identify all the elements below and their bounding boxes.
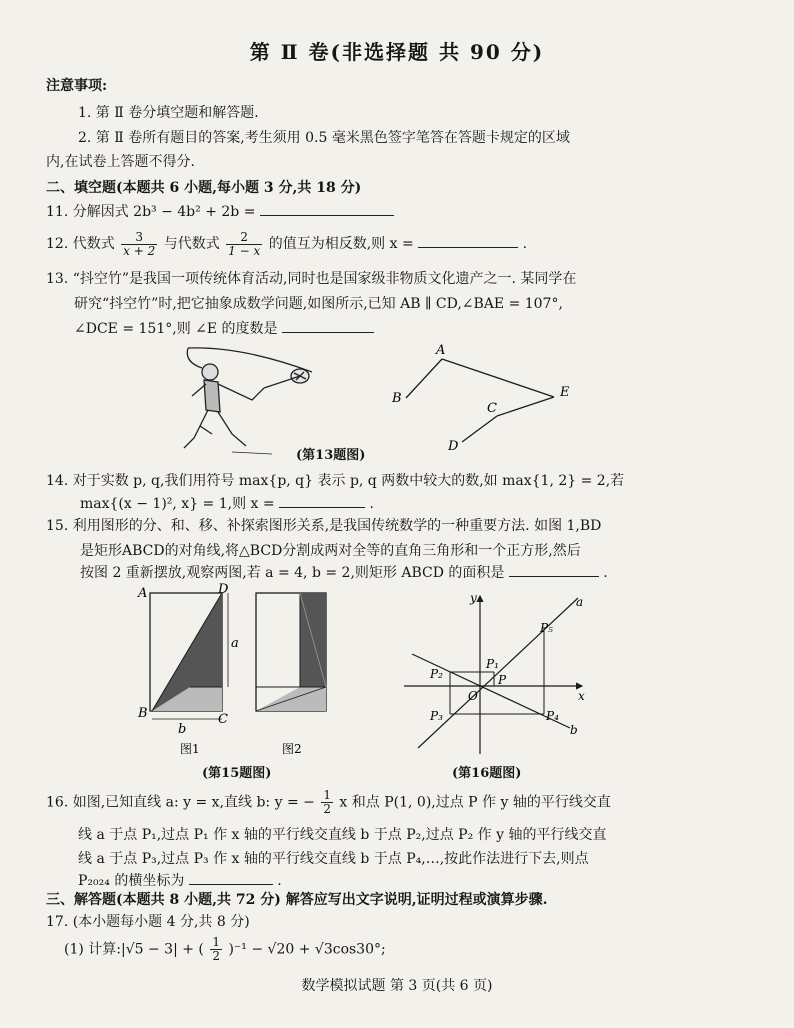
q17-part1a: (1) 计算:|√5 − 3| + (	[64, 941, 204, 958]
q14-line-1: 14. 对于实数 p, q,我们用符号 max{p, q} 表示 p, q 两数中较大的数,如 max{1, 2} = 2,若	[46, 473, 625, 489]
q12-answer-blank	[418, 233, 518, 248]
q13-label-b: B	[392, 391, 402, 406]
q16-line-4	[78, 870, 282, 891]
q16-coordinate-figure	[398, 588, 598, 758]
q16-answer-blank	[189, 870, 273, 885]
q16-line-4-text: P₂₀₂₄ 的横坐标为	[78, 873, 185, 889]
q12-frac1-den: x + 2	[123, 243, 156, 258]
q17-fraction	[210, 936, 222, 963]
q13-label-a: A	[436, 343, 446, 358]
q15-caption: (第15题图)	[202, 766, 272, 781]
notice-item-2a: 2. 第 Ⅱ 卷所有题目的答案,考生须用 0.5 毫米黑色签字笔答在答题卡规定的区域	[78, 130, 570, 146]
q13-label-c: C	[487, 401, 497, 416]
q14-end: .	[369, 496, 374, 512]
section2-heading: 二、填空题(本题共 6 小题,每小题 3 分,共 18 分)	[46, 180, 362, 196]
page-title: 第 Ⅱ 卷(非选择题 共 90 分)	[249, 40, 545, 64]
page-footer: 数学模拟试题 第 3 页(共 6 页)	[301, 978, 493, 994]
q16-frac-den: 2	[323, 802, 331, 816]
q12-fraction-1	[121, 231, 157, 258]
q16-label-line-a: a	[576, 595, 584, 609]
q16-label-p5: P₅	[540, 621, 553, 635]
q12	[46, 230, 527, 258]
q13-segment-ba	[406, 359, 442, 398]
q15-label-b-length: b	[178, 722, 187, 737]
q16-label-p: P	[498, 673, 507, 687]
q16-line-1b: x 和点 P(1, 0),过点 P 作 y 轴的平行线交直	[339, 794, 611, 811]
q13-line-1: 13. “抖空竹”是我国一项传统体育活动,同时也是国家级非物质文化遗产之一. 某同学在	[46, 271, 577, 287]
q12-prefix: 12. 代数式	[46, 236, 115, 252]
q13-answer-blank	[282, 318, 374, 333]
q16-label-y: y	[470, 591, 477, 605]
q16-line-1a: 16. 如图,已知直线 a: y = x,直线 b: y = −	[46, 794, 315, 811]
q15-figures	[132, 583, 342, 761]
q13-label-e: E	[560, 385, 570, 400]
q15-answer-blank	[509, 562, 599, 577]
q15-line-2: 是矩形ABCD的对角线,将△BCD分割成两对全等的直角三角形和一个正方形,然后	[80, 543, 581, 559]
q11	[46, 201, 394, 222]
q12-frac1-num: 3	[121, 231, 157, 245]
q15-label-d: D	[218, 583, 229, 597]
q14-answer-blank	[279, 493, 365, 508]
q16-label-p4: P₄	[546, 709, 559, 723]
q15-line-1: 15. 利用图形的分、和、移、补探索图形关系,是我国传统数学的一种重要方法. 如图 1,BD	[46, 518, 602, 534]
q14-line-2-text: max{(x − 1)², x} = 1,则 x =	[80, 496, 275, 512]
q12-fraction-2	[226, 231, 262, 258]
q15-end: .	[603, 565, 608, 581]
q17-part1	[64, 936, 386, 963]
q16-label-p1: P₁	[486, 657, 499, 671]
q17-frac-num: 1	[212, 935, 220, 949]
q17-frac-den: 2	[212, 949, 220, 963]
q16-label-o: O	[468, 689, 478, 703]
q13-segment-ae	[442, 359, 554, 397]
q16-line-2: 线 a 于点 P₁,过点 P₁ 作 x 轴的平行线交直线 b 于点 P₂,过点 P₂ 作 y 轴的平行线交直	[78, 827, 607, 843]
q12-frac2-den: 1 − x	[228, 243, 261, 258]
q14-line-2	[80, 493, 374, 514]
q16-label-x: x	[578, 689, 585, 703]
q15-fig1-label: 图1	[180, 742, 200, 756]
q17-heading: 17. (本小题每小题 4 分,共 8 分)	[46, 914, 250, 930]
notice-item-2b: 内,在试卷上答题不得分.	[46, 154, 195, 170]
q13-geometry-figure	[386, 338, 586, 458]
q16-line-3: 线 a 于点 P₃,过点 P₃ 作 x 轴的平行线交直线 b 于点 P₄,…,按此作法进行下去,则点	[78, 851, 589, 867]
q15-label-c: C	[218, 712, 228, 727]
q12-frac2-num: 2	[226, 231, 262, 245]
q16-fraction	[321, 789, 333, 816]
q15-line-3-text: 按图 2 重新摆放,观察两图,若 a = 4, b = 2,则矩形 ABCD 的面积是	[80, 565, 505, 581]
notice-item-1: 1. 第 Ⅱ 卷分填空题和解答题.	[78, 105, 259, 121]
q15-line-3	[80, 562, 608, 583]
q13-caption: (第13题图)	[296, 448, 366, 463]
q16-label-line-b: b	[570, 723, 578, 737]
q13-line-2: 研究“抖空竹”时,把它抽象成数学问题,如图所示,已知 AB ∥ CD,∠BAE = 107°,	[74, 296, 563, 312]
q16-label-p3: P₃	[430, 709, 443, 723]
q15-label-a-length: a	[231, 636, 239, 651]
q15-label-a: A	[138, 586, 148, 601]
q13-line-3-text: ∠DCE = 151°,则 ∠E 的度数是	[74, 321, 278, 337]
q16-line-1	[46, 789, 611, 816]
q13-line-3	[74, 318, 374, 339]
q11-answer-blank	[260, 201, 394, 216]
q15-fig2-label: 图2	[282, 742, 302, 756]
q13-label-d: D	[448, 439, 459, 454]
q13-segment-cd	[462, 416, 497, 442]
notice-heading: 注意事项:	[46, 78, 108, 94]
section3-heading: 三、解答题(本题共 8 小题,共 72 分) 解答应写出文字说明,证明过程或演算步骤.	[46, 892, 548, 908]
q16-end: .	[277, 873, 282, 889]
q16-caption: (第16题图)	[452, 766, 522, 781]
q12-suffix: 的值互为相反数,则 x =	[268, 236, 414, 252]
q17-part1b: )⁻¹ − √20 + √3cos30°;	[228, 941, 386, 958]
q12-middle: 与代数式	[163, 236, 220, 252]
q11-text: 11. 分解因式 2b³ − 4b² + 2b =	[46, 204, 256, 220]
q16-frac-num: 1	[323, 788, 331, 802]
q12-end: .	[522, 236, 528, 252]
q16-label-p2: P₂	[430, 667, 443, 681]
q13-segment-ec	[497, 397, 554, 416]
q15-label-b: B	[138, 706, 148, 721]
